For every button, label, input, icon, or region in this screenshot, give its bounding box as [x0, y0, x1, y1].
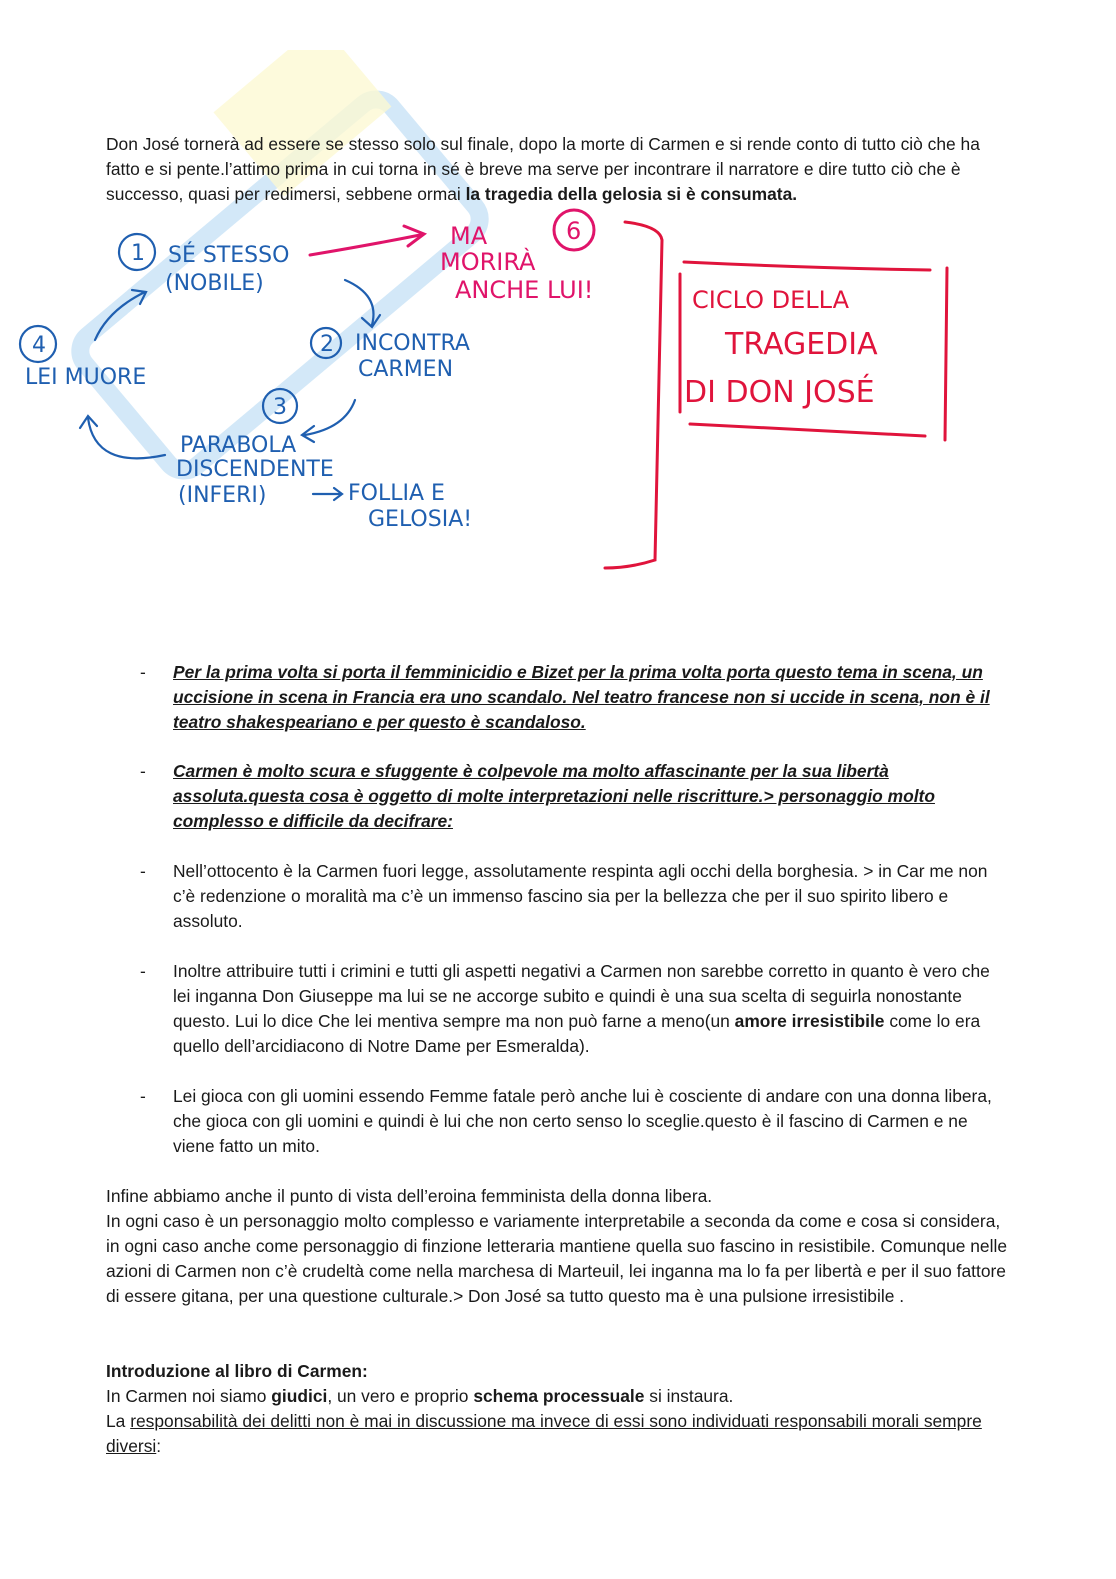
box-label-a: CICLO DELLA: [692, 286, 849, 314]
closing-line: Infine abbiamo anche il punto di vista dell’eroina femminista della donna libera.: [106, 1186, 713, 1206]
box-bottom: [690, 424, 925, 436]
step1-label-a: SÉ STESSO: [168, 243, 290, 268]
bullet-5-text: Lei gioca con gli uomini essendo Femme fatale però anche lui è cosciente di andare con una donna libera, che gioca con gli uomini e quindi è lui che non certo senso lo sceglie.questo è il fascino di Carmen e ne viene fatto un mito.: [173, 1086, 992, 1156]
step3-label-a: PARABOLA: [180, 433, 297, 458]
arrow-3-to-4: [88, 418, 165, 458]
step6-number: 6: [566, 217, 582, 245]
arrow-2-to-3: [305, 400, 355, 435]
section-heading: Introduzione al libro di Carmen:: [106, 1361, 368, 1381]
box-right: [945, 268, 947, 440]
bullet-4-text: Inoltre attribuire tutti i crimini e tutti gli aspetti negativi a Carmen non sarebbe corretto in quanto è vero che lei inganna Don Giuseppe ma lui se ne accorge subito e quindi è una sua scelta di seguirla nonostante questo. Lui lo dice Che lei mentiva sempre ma non può farne a meno(un amore irresistibile come lo era quello dell’arcidiacono di Notre Dame per Esmeralda).: [173, 961, 990, 1056]
step1-label-b: (NOBILE): [165, 271, 264, 296]
big-bracket: [605, 222, 662, 568]
step4-number: 4: [32, 333, 46, 358]
arrow-1-to-2: [345, 280, 373, 325]
pink-arrow: [310, 235, 420, 255]
step6-label-c: ANCHE LUI!: [455, 276, 594, 304]
tragedy-cycle-sketch: [0, 200, 1116, 580]
box-top: [684, 262, 930, 270]
bullet-1-text: Per la prima volta si porta il femminicidio e Bizet per la prima volta porta questo tema in scena, un uccisione in scena in Francia era uno scandalo. Nel teatro francese non si uccide in scena, non è il teatro shakespeariano e per questo è scandaloso.: [173, 662, 990, 732]
closing-paragraph: In ogni caso è un personaggio molto complesso e variamente interpretabile a seconda da come e cosa si considera, in ogni caso anche come personaggio di finzione letteraria mantiene quella suo fascino in resistibile. Comunque nelle azioni di Carmen non c’è crudeltà come nella marchesa di Marteuil, lei inganna ma lo fa per libertà e per il suo fattore di essere gitana, per una questione culturale.> Don José sa tutto questo ma è una pulsione irresistibile .: [106, 1211, 1007, 1306]
step3-label-d: FOLLIA E: [348, 481, 445, 506]
step6-label-a: MA: [450, 222, 488, 250]
step2-label-a: INCONTRA: [355, 331, 470, 356]
arrow-4-to-1: [95, 292, 145, 340]
bullet-dash: -: [140, 961, 146, 981]
bullet-dash: -: [140, 662, 146, 682]
bullet-dash: -: [140, 761, 146, 781]
step3-label-c: (INFERI): [178, 483, 267, 508]
step2-number: 2: [320, 332, 334, 357]
step1-number: 1: [131, 241, 145, 266]
step3-label-e: GELOSIA!: [368, 507, 473, 532]
box-label-b: TRAGEDIA: [725, 327, 878, 362]
step6-label-b: MORIRÀ: [440, 248, 536, 276]
step3-number: 3: [273, 395, 287, 420]
section-line-1: In Carmen noi siamo giudici, un vero e proprio schema processuale si instaura.: [106, 1386, 734, 1406]
bullet-3-text: Nell’ottocento è la Carmen fuori legge, assolutamente respinta agli occhi della borghesia. > in Car me non c’è redenzione o moralità ma c’è un immenso fascino sia per la bellezza che per il suo spirito libero e assoluto.: [173, 861, 988, 931]
bullet-2-text: Carmen è molto scura e sfuggente è colpevole ma molto affascinante per la sua libertà assoluta.questa cosa è oggetto di molte interpretazioni nelle riscritture.> personaggio molto complesso e difficile da decifrare:: [173, 761, 935, 831]
box-label-c: DI DON JOSÉ: [684, 375, 875, 410]
intro-paragraph: Don José tornerà ad essere se stesso solo sul finale, dopo la morte di Carmen e si rende conto di tutto ciò che ha fatto e si pente.l’attimo prima in cui torna in sé è breve ma serve per incontrare il narratore e dire tutto ciò che è successo, quasi per redimersi, sebbene ormai la tragedia della gelosia si è consumata.: [106, 134, 980, 204]
bullet-dash: -: [140, 861, 146, 881]
step3-label-b: DISCENDENTE: [176, 457, 334, 482]
step2-label-b: CARMEN: [358, 357, 454, 382]
step4-label: LEI MUORE: [25, 365, 147, 390]
arrow-head-1-2: [362, 315, 380, 327]
section-line-2: La responsabilità dei delitti non è mai in discussione ma invece di essi sono individuati responsabili morali sempre diversi:: [106, 1411, 982, 1456]
bullet-dash: -: [140, 1086, 146, 1106]
